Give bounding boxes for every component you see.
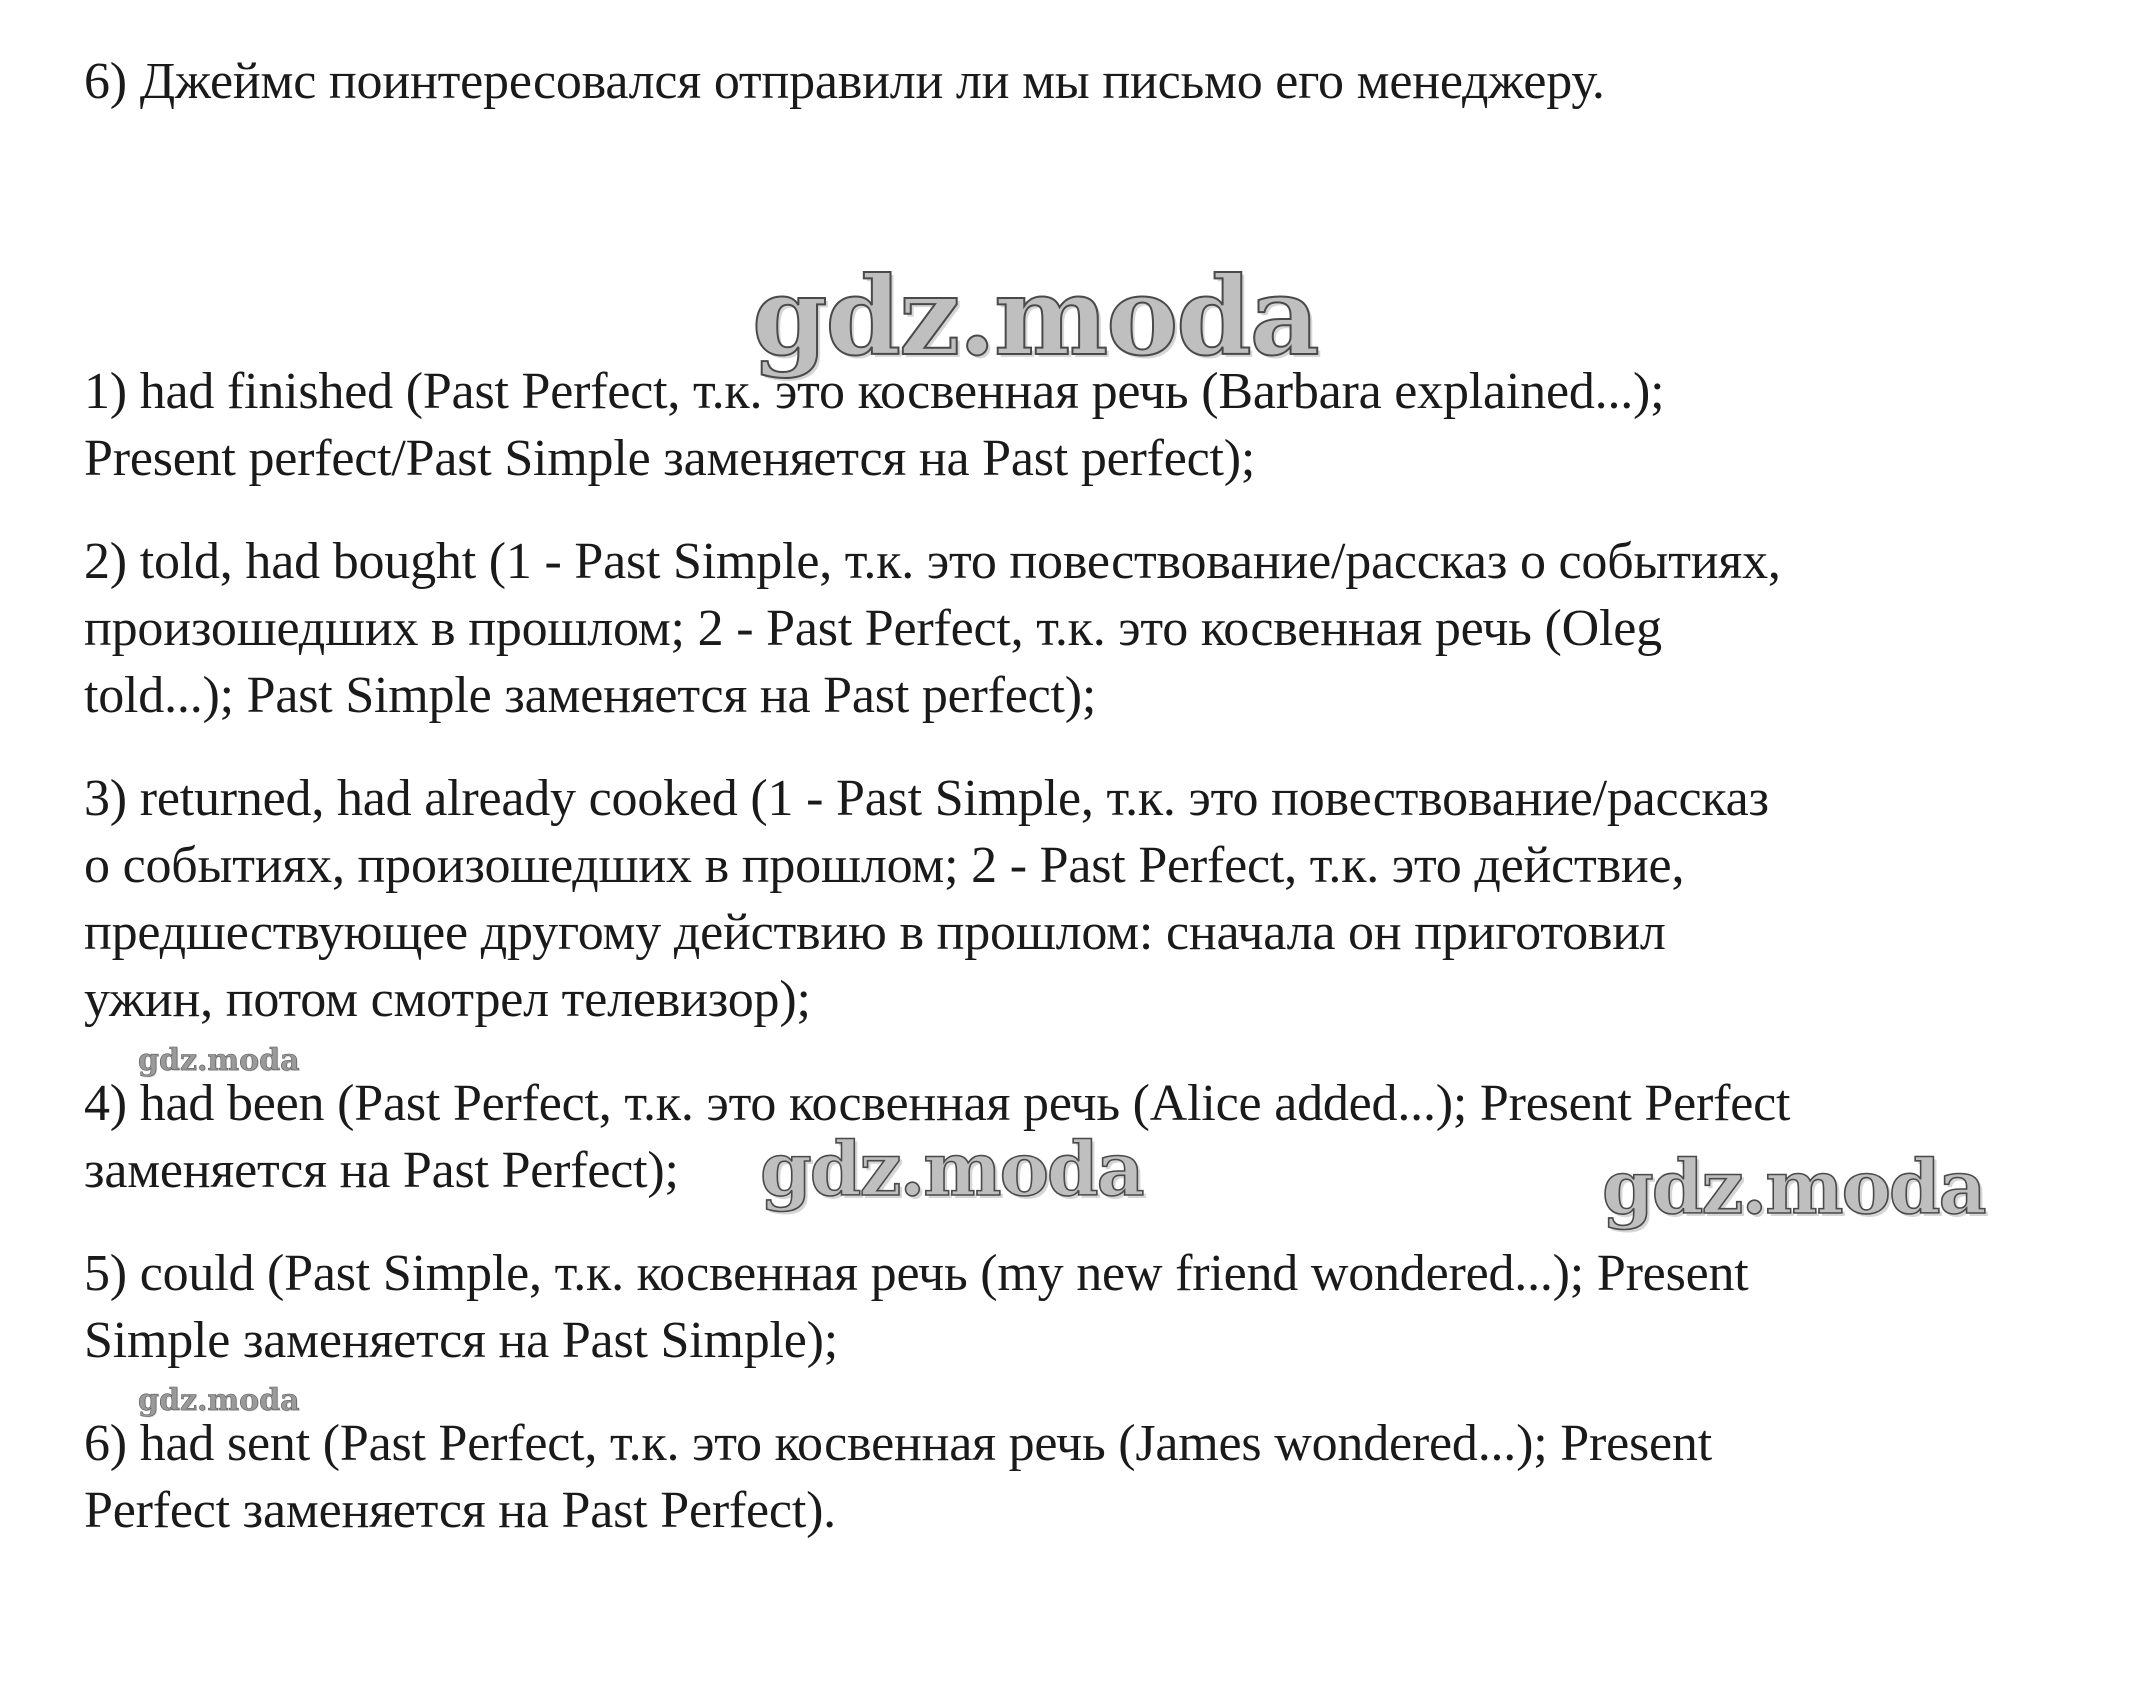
answer-3-line-1: 3) returned, had already cooked (1 - Past Simple, т.к. это повествование/рассказ xyxy=(84,770,1769,827)
answer-3-line-4: ужин, потом смотрел телевизор); xyxy=(84,971,811,1028)
question-text: 6) Джеймс поинтересовался отправили ли мы письмо его менеджеру. xyxy=(84,53,1605,110)
answer-5-line-2: Simple заменяется на Past Simple); xyxy=(84,1312,839,1369)
answer-6-line-2: Perfect заменяется на Past Perfect). xyxy=(84,1482,836,1539)
answer-2-line-3: told...); Past Simple заменяется на Past perfect); xyxy=(84,667,1097,724)
watermark-logo-mid-right: gdz.moda xyxy=(1602,1145,1985,1231)
answer-6-line-1: 6) had sent (Past Perfect, т.к. это косвенная речь (James wondered...); Present xyxy=(84,1415,1712,1472)
answer-2-line-1: 2) told, had bought (1 - Past Simple, т.к. это повествование/рассказ о событиях, xyxy=(84,533,1781,590)
answer-2-line-2: произошедших в прошлом; 2 - Past Perfect, т.к. это косвенная речь (Oleg xyxy=(84,600,1662,657)
answer-1-line-1: 1) had finished (Past Perfect, т.к. это косвенная речь (Barbara explained...); xyxy=(84,363,1665,420)
watermark-logo-main: gdz.moda xyxy=(752,254,1318,380)
answer-3-line-2: о событиях, произошедших в прошлом; 2 - Past Perfect, т.к. это действие, xyxy=(84,837,1685,894)
answer-5-line-1: 5) could (Past Simple, т.к. косвенная речь (my new friend wondered...); Present xyxy=(84,1245,1749,1302)
answer-1-line-2: Present perfect/Past Simple заменяется на Past perfect); xyxy=(84,430,1256,487)
answer-3-line-3: предшествующее другому действию в прошлом: сначала он приготовил xyxy=(84,904,1666,961)
watermark-logo-mid-left: gdz.moda xyxy=(760,1127,1143,1213)
watermark-logo-small-2: gdz.moda xyxy=(138,1383,300,1418)
answer-4-line-2: заменяется на Past Perfect); xyxy=(84,1142,679,1199)
watermark-logo-small: gdz.moda xyxy=(138,1043,300,1078)
answer-4-line-1: 4) had been (Past Perfect, т.к. это косвенная речь (Alice added...); Present Perfect xyxy=(84,1075,1791,1132)
